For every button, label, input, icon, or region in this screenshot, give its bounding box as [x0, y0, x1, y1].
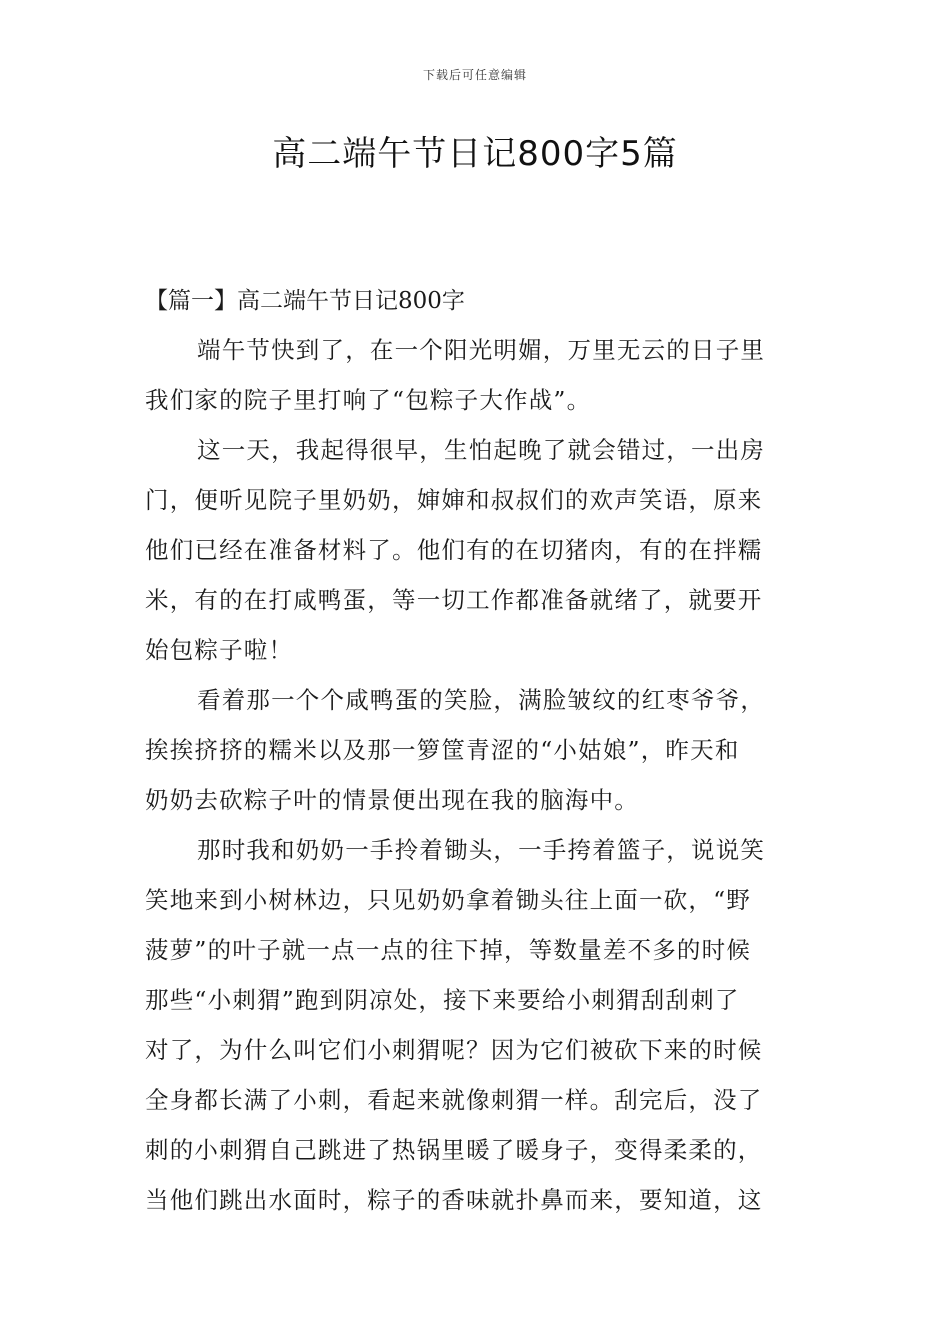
document-title: 高二端午节日记800字5篇	[272, 134, 678, 174]
paragraph-line: 门，便听见院子里奶奶，婶婶和叔叔们的欢声笑语，原来	[145, 486, 763, 514]
paragraph-line: 全身都长满了小刺，看起来就像刺猬一样。刮完后，没了	[145, 1086, 763, 1114]
paragraph-line: 对了，为什么叫它们小刺猬呢？因为它们被砍下来的时候	[145, 1036, 763, 1064]
paragraph-line: 我们家的院子里打响了“包粽子大作战”。	[145, 386, 592, 414]
paragraph	[145, 425, 805, 675]
paragraph	[145, 675, 805, 825]
paragraph-line: 笑地来到小树林边，只见奶奶拿着锄头往上面一砍，“野	[145, 886, 752, 914]
paragraph	[145, 325, 805, 425]
paragraph-line: 挨挨挤挤的糯米以及那一箩筐青涩的“小姑娘”，昨天和	[145, 736, 740, 764]
article-body	[145, 277, 805, 1225]
paragraph-line: 始包粽子啦！	[145, 636, 294, 664]
paragraph-line: 端午节快到了，在一个阳光明媚，万里无云的日子里	[197, 336, 766, 364]
paragraph-line: 当他们跳出水面时，粽子的香味就扑鼻而来，要知道，这	[145, 1186, 763, 1214]
paragraph-line: 那些“小刺猬”跑到阴凉处，接下来要给小刺猬刮刮刺了	[145, 986, 740, 1014]
paragraph	[145, 825, 805, 1225]
paragraph-line: 那时我和奶奶一手拎着锄头，一手挎着篮子，说说笑	[197, 836, 766, 864]
paragraph-line: 看着那一个个咸鸭蛋的笑脸，满脸皱纹的红枣爷爷，	[197, 686, 766, 714]
paragraph-line: 这一天，我起得很早，生怕起晚了就会错过，一出房	[197, 436, 766, 464]
paragraph-line: 刺的小刺猬自己跳进了热锅里暖了暖身子，变得柔柔的，	[145, 1136, 763, 1164]
paragraph-line: 奶奶去砍粽子叶的情景便出现在我的脑海中。	[145, 786, 639, 814]
section-heading: 【篇一】高二端午节日记800字	[145, 288, 465, 314]
header-note: 下载后可任意编辑	[422, 68, 527, 82]
paragraph-line: 米，有的在打咸鸭蛋，等一切工作都准备就绪了，就要开	[145, 586, 763, 614]
paragraph-line: 他们已经在准备材料了。他们有的在切猪肉，有的在拌糯	[145, 536, 763, 564]
paragraph-line: 菠萝”的叶子就一点一点的往下掉，等数量差不多的时候	[145, 936, 752, 964]
